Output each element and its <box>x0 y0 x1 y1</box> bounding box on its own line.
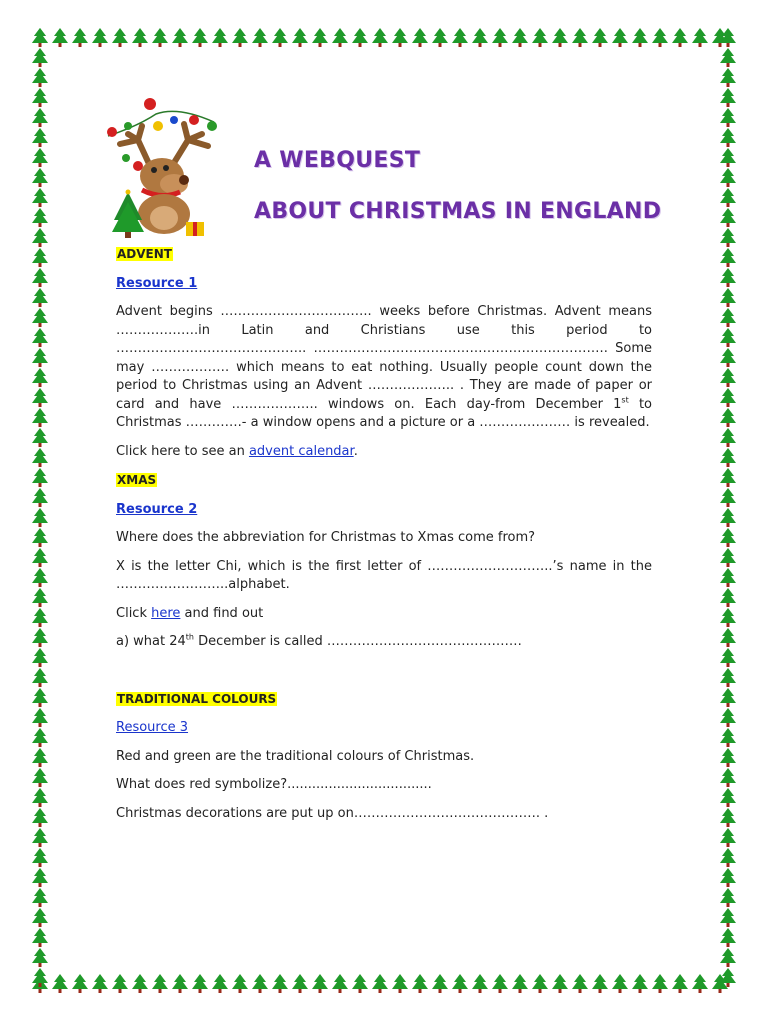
xmas-heading: XMAS <box>117 473 157 487</box>
tree-icon <box>720 128 736 147</box>
tree-icon <box>612 28 628 47</box>
question-a-suffix: December is called ……………………………………… <box>194 634 522 649</box>
resource-1-link[interactable]: Resource 1 <box>116 275 198 291</box>
tree-icon <box>152 974 168 993</box>
tree-icon <box>712 974 728 993</box>
tree-icon <box>32 828 48 847</box>
tree-icon <box>720 288 736 307</box>
tree-icon <box>72 28 88 47</box>
tree-icon <box>720 168 736 187</box>
tree-icon <box>672 28 688 47</box>
tree-icon <box>720 428 736 447</box>
tree-icon <box>720 228 736 247</box>
tree-icon <box>512 28 528 47</box>
tree-icon <box>32 974 48 993</box>
colours-statement: Red and green are the traditional colours of Christmas. <box>116 748 475 764</box>
advent-heading: ADVENT <box>117 247 172 261</box>
tree-icon <box>720 328 736 347</box>
tree-icon <box>32 468 48 487</box>
tree-icon <box>32 508 48 527</box>
tree-icon <box>720 348 736 367</box>
tree-icon <box>112 28 128 47</box>
tree-icon <box>652 28 668 47</box>
tree-icon <box>592 974 608 993</box>
tree-icon <box>720 208 736 227</box>
advent-calendar-link[interactable]: advent calendar <box>248 443 354 459</box>
page-title-line-2: ABOUT CHRISTMAS IN ENGLAND <box>254 199 662 224</box>
tree-icon <box>252 974 268 993</box>
tree-icon <box>720 108 736 127</box>
tree-icon <box>720 648 736 667</box>
tree-icon <box>32 388 48 407</box>
xmas-click-prefix: Click <box>116 605 152 621</box>
advent-click-prefix: Click here to see an <box>116 443 249 459</box>
tree-icon <box>392 28 408 47</box>
tree-icon <box>672 974 688 993</box>
tree-icon <box>212 28 228 47</box>
tree-icon <box>720 788 736 807</box>
tree-icon <box>172 28 188 47</box>
tree-icon <box>272 28 288 47</box>
tree-icon <box>572 974 588 993</box>
tree-icon <box>212 974 228 993</box>
tree-icon <box>232 28 248 47</box>
resource-2-link[interactable]: Resource 2 <box>116 501 198 517</box>
tree-icon <box>492 28 508 47</box>
tree-icon <box>552 974 568 993</box>
tree-icon <box>372 28 388 47</box>
tree-icon <box>32 368 48 387</box>
tree-icon <box>32 688 48 707</box>
tree-icon <box>32 768 48 787</box>
traditional-colours-heading: TRADITIONAL COLOURS <box>117 691 277 706</box>
tree-icon <box>32 608 48 627</box>
tree-icon <box>52 28 68 47</box>
tree-icon <box>32 488 48 507</box>
tree-icon <box>720 448 736 467</box>
tree-icon <box>472 28 488 47</box>
tree-icon <box>32 208 48 227</box>
tree-icon <box>632 974 648 993</box>
tree-icon <box>32 148 48 167</box>
question-a-superscript: th <box>185 632 194 642</box>
tree-icon <box>720 48 736 67</box>
advent-click-suffix: . <box>353 443 358 459</box>
decorations-question: Christmas decorations are put up on……………………………………. . <box>116 805 549 821</box>
tree-icon <box>132 974 148 993</box>
tree-icon <box>720 588 736 607</box>
tree-icon <box>32 668 48 687</box>
tree-icon <box>32 28 48 47</box>
tree-icon <box>32 308 48 327</box>
tree-icon <box>32 868 48 887</box>
tree-icon <box>32 588 48 607</box>
tree-icon <box>572 28 588 47</box>
tree-icon <box>372 974 388 993</box>
tree-icon <box>720 628 736 647</box>
tree-icon <box>432 974 448 993</box>
tree-icon <box>352 974 368 993</box>
tree-icon <box>172 974 188 993</box>
tree-icon <box>32 348 48 367</box>
tree-icon <box>32 328 48 347</box>
tree-icon <box>32 568 48 587</box>
tree-icon <box>720 248 736 267</box>
tree-icon <box>720 748 736 767</box>
tree-icon <box>720 768 736 787</box>
tree-icon <box>72 974 88 993</box>
tree-icon <box>412 28 428 47</box>
tree-icon <box>720 868 736 887</box>
advent-text-part-1: Advent begins …………………………….. weeks before Christmas. Advent means ……………….in Latin and Christians use this period to …………………………………….. ………………………………………………………….. Some may ……………… which means to eat nothing. Usually people count down the period to Christmas using an Advent ……………….. . They are made of paper or card and have ……………….. windows on. Each day-from December 1 <box>116 304 652 412</box>
tree-icon <box>512 974 528 993</box>
tree-icon <box>312 28 328 47</box>
tree-icon <box>32 928 48 947</box>
tree-icon <box>592 28 608 47</box>
tree-border-right <box>716 26 740 996</box>
tree-icon <box>720 848 736 867</box>
tree-icon <box>32 708 48 727</box>
tree-icon <box>720 388 736 407</box>
tree-icon <box>192 28 208 47</box>
tree-icon <box>332 28 348 47</box>
tree-icon <box>720 28 736 47</box>
tree-icon <box>32 748 48 767</box>
tree-icon <box>32 188 48 207</box>
tree-icon <box>720 888 736 907</box>
worksheet-content <box>116 245 652 833</box>
tree-icon <box>532 974 548 993</box>
tree-icon <box>32 408 48 427</box>
tree-icon <box>720 688 736 707</box>
tree-border-top <box>28 26 740 50</box>
tree-icon <box>32 88 48 107</box>
tree-icon <box>92 28 108 47</box>
tree-icon <box>632 28 648 47</box>
tree-icon <box>192 974 208 993</box>
tree-icon <box>32 548 48 567</box>
tree-icon <box>720 508 736 527</box>
tree-icon <box>32 228 48 247</box>
tree-border-left <box>28 26 52 996</box>
tree-icon <box>720 368 736 387</box>
tree-icon <box>532 28 548 47</box>
tree-icon <box>292 974 308 993</box>
tree-icon <box>152 28 168 47</box>
tree-icon <box>32 108 48 127</box>
tree-icon <box>32 168 48 187</box>
advent-click-line <box>116 443 652 462</box>
xmas-click-line <box>116 605 652 624</box>
advent-text-part-2: to Christmas ………….- a window opens and a picture or a ………………… is revealed. <box>116 396 652 430</box>
tree-icon <box>720 708 736 727</box>
tree-icon <box>720 828 736 847</box>
tree-icon <box>720 608 736 627</box>
tree-icon <box>692 974 708 993</box>
tree-icon <box>612 974 628 993</box>
tree-icon <box>492 974 508 993</box>
tree-icon <box>472 974 488 993</box>
tree-icon <box>720 488 736 507</box>
red-symbol-question: What does red symbolize?................................... <box>116 777 432 792</box>
tree-icon <box>32 628 48 647</box>
tree-icon <box>720 668 736 687</box>
tree-icon <box>720 928 736 947</box>
xmas-click-suffix: and find out <box>180 605 264 621</box>
tree-icon <box>720 68 736 87</box>
reindeer-illustration <box>98 96 230 238</box>
tree-icon <box>32 128 48 147</box>
tree-icon <box>32 528 48 547</box>
tree-icon <box>32 888 48 907</box>
tree-icon <box>32 948 48 967</box>
resource-3-link[interactable]: Resource 3 <box>116 720 189 735</box>
tree-icon <box>692 28 708 47</box>
tree-icon <box>720 188 736 207</box>
tree-icon <box>92 974 108 993</box>
tree-icon <box>452 28 468 47</box>
xmas-chi-paragraph: X is the letter Chi, which is the first letter of ………………………..’s name in the ……………………..alphabet. <box>116 558 652 592</box>
tree-icon <box>720 308 736 327</box>
xmas-question: Where does the abbreviation for Christmas to Xmas come from? <box>116 530 536 545</box>
tree-icon <box>312 974 328 993</box>
tree-icon <box>412 974 428 993</box>
tree-icon <box>32 788 48 807</box>
page-title-line-1: A WEBQUEST <box>254 148 421 173</box>
tree-icon <box>720 88 736 107</box>
tree-icon <box>332 974 348 993</box>
tree-icon <box>720 548 736 567</box>
tree-icon <box>32 648 48 667</box>
tree-icon <box>32 848 48 867</box>
tree-icon <box>720 908 736 927</box>
tree-icon <box>32 808 48 827</box>
tree-icon <box>720 528 736 547</box>
tree-icon <box>32 248 48 267</box>
tree-icon <box>720 968 736 987</box>
tree-icon <box>32 428 48 447</box>
tree-icon <box>32 288 48 307</box>
question-a-prefix: a) what 24 <box>116 634 186 649</box>
tree-icon <box>720 568 736 587</box>
tree-icon <box>292 28 308 47</box>
tree-icon <box>32 728 48 747</box>
tree-icon <box>32 48 48 67</box>
tree-icon <box>32 268 48 287</box>
advent-superscript: st <box>621 395 629 405</box>
tree-icon <box>352 28 368 47</box>
tree-icon <box>112 974 128 993</box>
tree-icon <box>720 148 736 167</box>
tree-icon <box>392 974 408 993</box>
tree-icon <box>552 28 568 47</box>
tree-icon <box>32 968 48 987</box>
advent-paragraph <box>116 303 652 433</box>
tree-icon <box>32 68 48 87</box>
xmas-question-a <box>116 633 652 652</box>
tree-icon <box>652 974 668 993</box>
tree-icon <box>720 468 736 487</box>
tree-icon <box>452 974 468 993</box>
tree-icon <box>720 268 736 287</box>
tree-icon <box>32 908 48 927</box>
tree-icon <box>720 948 736 967</box>
here-link[interactable]: here <box>151 605 181 621</box>
tree-icon <box>252 28 268 47</box>
tree-icon <box>132 28 148 47</box>
tree-icon <box>432 28 448 47</box>
tree-icon <box>712 28 728 47</box>
tree-icon <box>232 974 248 993</box>
tree-icon <box>32 448 48 467</box>
tree-icon <box>52 974 68 993</box>
tree-icon <box>720 408 736 427</box>
tree-border-bottom <box>28 972 740 996</box>
tree-icon <box>272 974 288 993</box>
tree-icon <box>720 728 736 747</box>
tree-icon <box>32 28 48 47</box>
tree-icon <box>720 808 736 827</box>
